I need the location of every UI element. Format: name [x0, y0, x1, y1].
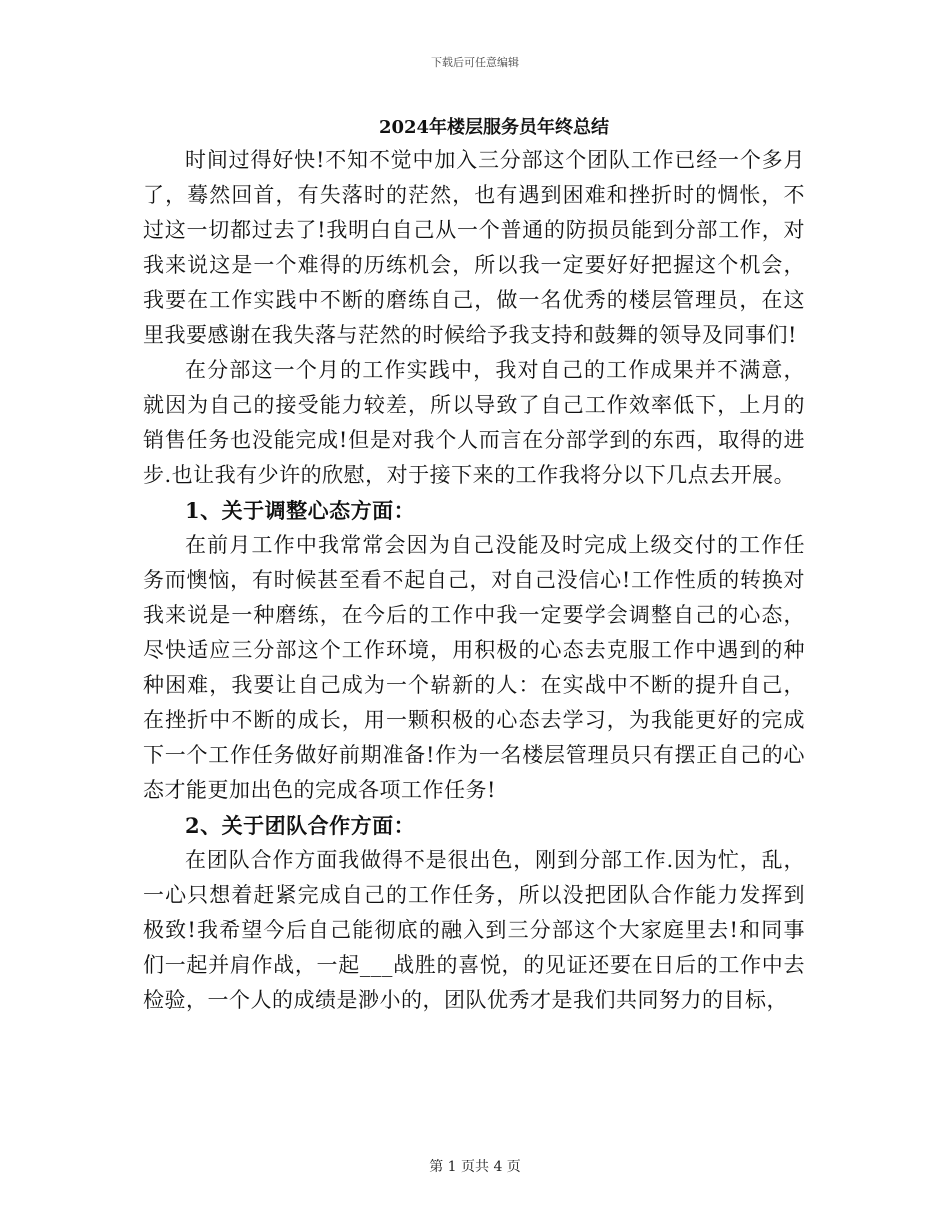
paragraph-intro: 时间过得好快!不知不觉中加入三分部这个团队工作已经一个多月了，蓦然回首，有失落时的茫然，也有遇到困难和挫折时的惆怅，不过这一切都过去了!我明白自己从一个普通的防损员能到分部工作，对我来说这是一个难得的历练机会，所以我一定要好好把握这个机会，我要在工作实践中不断的磨练自己，做一名优秀的楼层管理员，在这里我要感谢在我失落与茫然的时候给予我支持和鼓舞的领导及同事们! [143, 148, 805, 347]
page-number-footer: 第 1 页共 4 页 [429, 1159, 521, 1175]
section-heading-teamwork: 2、关于团队合作方面： [185, 813, 416, 838]
document-title: 2024年楼层服务员年终总结 [378, 117, 610, 138]
page-header-note: 下载后可任意编辑 [431, 56, 519, 69]
paragraph-teamwork: 在团队合作方面我做得不是很出色，刚到分部工作.因为忙，乱，一心只想着赶紧完成自己的工作任务，所以没把团队合作能力发挥到极致!我希望今后自己能彻底的融入到三分部这个大家庭里去!和同事们一起并肩作战，一起___战胜的喜悦，的见证还要在日后的工作中去检验，一个人的成绩是渺小的，团队优秀才是我们共同努力的目标， [143, 848, 805, 1012]
document-body [143, 113, 805, 1018]
section-heading-mindset: 1、关于调整心态方面： [185, 498, 416, 523]
paragraph-mindset: 在前月工作中我常常会因为自己没能及时完成上级交付的工作任务而懊恼，有时候甚至看不起自己，对自己没信心!工作性质的转换对我来说是一种磨练，在今后的工作中我一定要学会调整自己的心态，尽快适应三分部这个工作环境，用积极的心态去克服工作中遇到的种种困难，我要让自己成为一个崭新的人：在实战中不断的提升自己，在挫折中不断的成长，用一颗积极的心态去学习，为我能更好的完成下一个工作任务做好前期准备!作为一名楼层管理员只有摆正自己的心态才能更加出色的完成各项工作任务! [143, 533, 805, 802]
paragraph-month-review: 在分部这一个月的工作实践中，我对自己的工作成果并不满意，就因为自己的接受能力较差，所以导致了自己工作效率低下，上月的销售任务也没能完成!但是对我个人而言在分部学到的东西，取得的进步.也让我有少许的欣慰，对于接下来的工作我将分以下几点去开展。 [143, 358, 805, 487]
